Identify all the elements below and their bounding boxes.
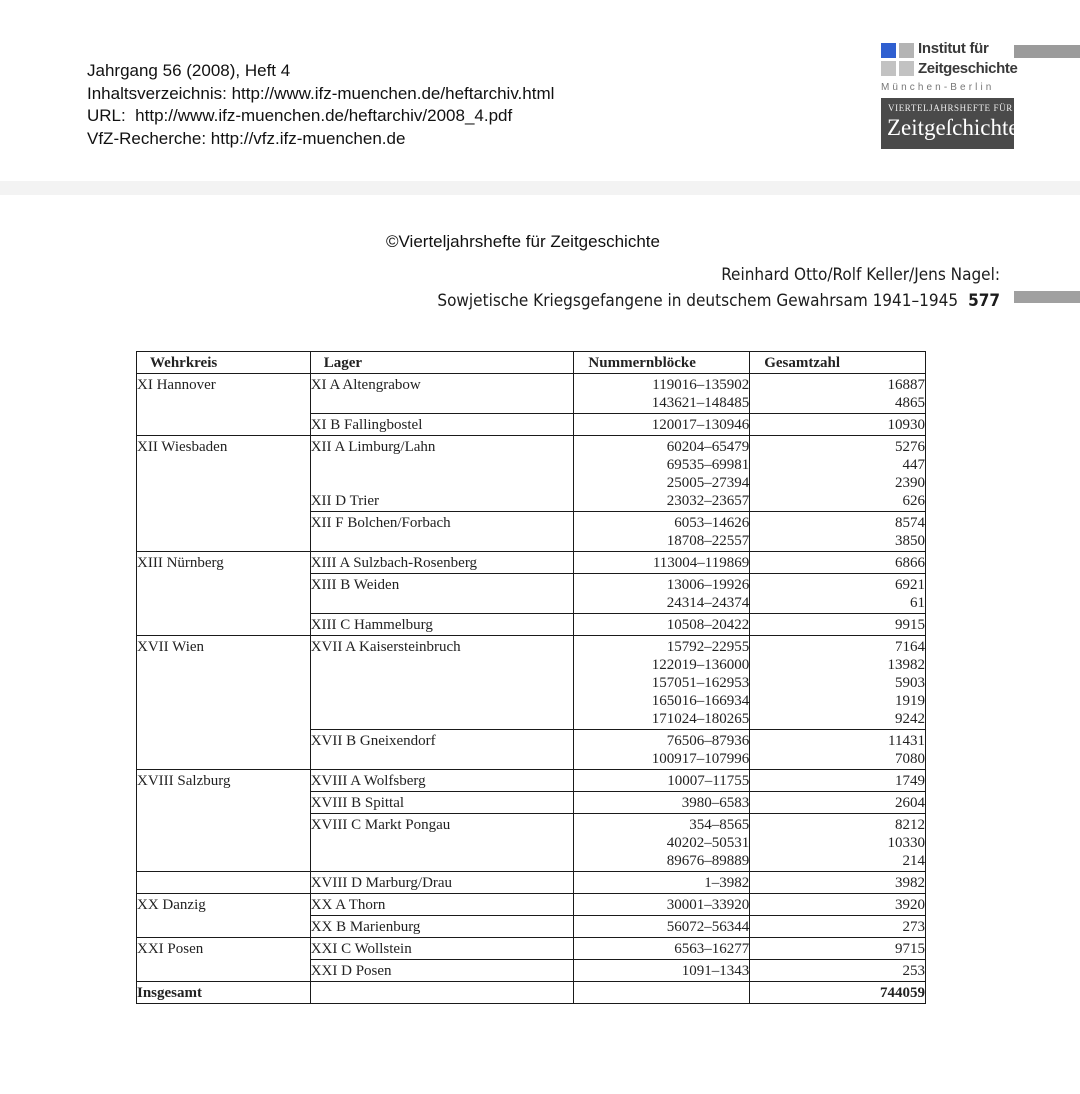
cell-nummernbloecke-line: 3980–6583 xyxy=(681,795,750,811)
cell-nummernbloecke xyxy=(574,814,750,872)
cell-lager-line xyxy=(311,852,574,870)
cell-gesamtzahl-line: 4865 xyxy=(895,395,925,411)
cell-lager-line xyxy=(311,750,574,768)
page-number: 577 xyxy=(968,291,1000,311)
cell-nummernbloecke-line: 120017–130946 xyxy=(651,417,750,433)
cell-nummernbloecke xyxy=(574,614,750,636)
cell-wehrkreis: XI Hannover xyxy=(137,374,311,436)
cell-nummernbloecke-line: 13006–19926 xyxy=(666,577,750,593)
cell-wehrkreis: XII Wiesbaden xyxy=(137,436,311,552)
cell-nummernbloecke-line: 113004–119869 xyxy=(652,555,750,571)
header-separator xyxy=(0,181,1080,195)
article-title: Sowjetische Kriegsgefangene in deutschem Gewahrsam 1941–1945 xyxy=(437,291,959,311)
total-empty-cell xyxy=(310,982,574,1004)
cell-lager xyxy=(310,938,574,960)
table-row xyxy=(137,770,926,792)
cell-lager xyxy=(310,730,574,770)
cell-lager xyxy=(310,814,574,872)
cell-nummernbloecke xyxy=(574,374,750,414)
copyright-notice: ©Vierteljahrshefte für Zeitgeschichte xyxy=(386,232,660,251)
meta-url-link[interactable]: URL: http://www.ifz-muenchen.de/heftarchiv/2008_4.pdf xyxy=(87,106,513,125)
cell-lager-line: XVIII B Spittal xyxy=(310,795,405,811)
article-authors: Reinhard Otto/Rolf Keller/Jens Nagel: xyxy=(721,265,1000,285)
cell-lager xyxy=(310,414,574,436)
cell-gesamtzahl-line: 2604 xyxy=(895,795,925,811)
cell-gesamtzahl-line: 8212 xyxy=(895,817,925,833)
cell-nummernbloecke xyxy=(574,436,750,512)
cell-lager-line: XII F Bolchen/Forbach xyxy=(310,515,451,531)
cell-gesamtzahl-line: 6866 xyxy=(895,555,925,571)
cell-gesamtzahl xyxy=(750,414,926,436)
cell-gesamtzahl-line: 10330 xyxy=(887,835,925,851)
cell-gesamtzahl-line: 3982 xyxy=(895,875,925,891)
cell-nummernbloecke xyxy=(574,960,750,982)
cell-nummernbloecke-line: 122019–136000 xyxy=(651,657,750,673)
cell-gesamtzahl-line: 9242 xyxy=(895,711,925,727)
table-row xyxy=(137,872,926,894)
cell-gesamtzahl-line: 447 xyxy=(902,457,925,473)
column-header-wehrkreis: Wehrkreis xyxy=(137,352,311,374)
logo-square-gray xyxy=(881,61,896,76)
column-header-gesamtzahl: Gesamtzahl xyxy=(750,352,926,374)
cell-lager-line: XVIII C Markt Pongau xyxy=(310,817,451,833)
cell-gesamtzahl-line: 61 xyxy=(910,595,925,611)
cell-lager xyxy=(310,960,574,982)
document-metadata xyxy=(87,60,554,150)
logo-city: München-Berlin xyxy=(881,82,995,93)
cell-gesamtzahl-line: 8574 xyxy=(895,515,925,531)
meta-volume: Jahrgang 56 (2008), Heft 4 xyxy=(87,61,291,80)
cell-gesamtzahl xyxy=(750,436,926,512)
cell-lager xyxy=(310,574,574,614)
cell-nummernbloecke-line: 1–3982 xyxy=(704,875,750,891)
cell-gesamtzahl-line: 214 xyxy=(902,853,925,869)
article-title-line xyxy=(437,288,1000,314)
cell-nummernbloecke-line: 18708–22557 xyxy=(666,533,750,549)
cell-nummernbloecke-line: 6563–16277 xyxy=(674,941,750,957)
cell-gesamtzahl-line: 13982 xyxy=(887,657,925,673)
cell-nummernbloecke-line: 6053–14626 xyxy=(674,515,750,531)
meta-search-link[interactable]: VfZ-Recherche: http://vfz.ifz-muenchen.de xyxy=(87,128,406,148)
logo-square-blue xyxy=(881,43,896,58)
meta-toc-link[interactable]: Inhaltsverzeichnis: http://www.ifz-muenchen.de/heftarchiv.html xyxy=(87,83,555,103)
page-marker-bar xyxy=(1014,291,1080,303)
cell-lager-line: XX A Thorn xyxy=(310,897,386,913)
logo-gray-bar xyxy=(1014,45,1080,58)
journal-logo-small: VIERTELJAHRSHEFTE FÜR xyxy=(888,103,1013,113)
table-total-row xyxy=(137,982,926,1004)
cell-gesamtzahl xyxy=(750,916,926,938)
cell-nummernbloecke xyxy=(574,872,750,894)
total-value: 744059 xyxy=(750,982,926,1004)
cell-nummernbloecke-line: 171024–180265 xyxy=(651,711,750,727)
cell-wehrkreis: XVIII Salzburg xyxy=(137,770,311,872)
cell-gesamtzahl-line: 2390 xyxy=(895,475,925,491)
cell-gesamtzahl xyxy=(750,374,926,414)
cell-nummernbloecke xyxy=(574,414,750,436)
cell-gesamtzahl-line: 9715 xyxy=(895,941,925,957)
cell-gesamtzahl xyxy=(750,636,926,730)
cell-nummernbloecke-line: 76506–87936 xyxy=(666,733,750,749)
cell-lager-line xyxy=(311,710,574,728)
cell-nummernbloecke-line: 23032–23657 xyxy=(666,493,750,509)
cell-nummernbloecke-line: 25005–27394 xyxy=(666,475,750,491)
cell-gesamtzahl xyxy=(750,938,926,960)
cell-lager-line: XVIII A Wolfsberg xyxy=(310,773,426,789)
cell-gesamtzahl xyxy=(750,894,926,916)
cell-gesamtzahl xyxy=(750,512,926,552)
journal-logo-title: Zeitgeſchichte xyxy=(887,115,1019,140)
table-row xyxy=(137,436,926,512)
table-row xyxy=(137,938,926,960)
logo-institute-line2: Zeitgeschichte xyxy=(918,60,1018,77)
cell-nummernbloecke-line: 30001–33920 xyxy=(666,897,750,913)
cell-lager-line: XX B Marienburg xyxy=(310,919,421,935)
cell-lager xyxy=(310,792,574,814)
cell-lager-line: XII A Limburg/Lahn xyxy=(310,439,436,455)
cell-lager-line: XIII B Weiden xyxy=(310,577,400,593)
cell-gesamtzahl xyxy=(750,814,926,872)
cell-lager-line: XI B Fallingbostel xyxy=(310,417,423,433)
cell-lager-line xyxy=(311,594,574,612)
cell-lager xyxy=(310,552,574,574)
cell-lager-line xyxy=(311,674,574,692)
total-label: Insgesamt xyxy=(137,982,311,1004)
cell-gesamtzahl-line: 5276 xyxy=(895,439,925,455)
cell-lager-line: XVII B Gneixendorf xyxy=(310,733,436,749)
column-header-nummernbloecke: Nummernblöcke xyxy=(574,352,750,374)
cell-nummernbloecke xyxy=(574,938,750,960)
cell-wehrkreis: XVII Wien xyxy=(137,636,311,770)
cell-lager xyxy=(310,636,574,730)
cell-nummernbloecke-line: 40202–50531 xyxy=(666,835,750,851)
cell-gesamtzahl xyxy=(750,614,926,636)
cell-gesamtzahl-line: 253 xyxy=(902,963,925,979)
cell-lager-line: XII D Trier xyxy=(310,493,380,509)
total-empty-cell xyxy=(574,982,750,1004)
cell-nummernbloecke-line: 56072–56344 xyxy=(666,919,750,935)
ifz-logo xyxy=(881,42,1080,152)
cell-gesamtzahl xyxy=(750,552,926,574)
table-row xyxy=(137,552,926,574)
cell-nummernbloecke xyxy=(574,916,750,938)
cell-nummernbloecke-line: 1091–1343 xyxy=(681,963,750,979)
table-row xyxy=(137,636,926,730)
cell-lager-line xyxy=(311,692,574,710)
cell-lager xyxy=(310,374,574,414)
column-header-lager: Lager xyxy=(310,352,574,374)
running-header xyxy=(437,262,1000,314)
cell-lager-line xyxy=(311,394,574,412)
cell-gesamtzahl-line: 16887 xyxy=(887,377,925,393)
cell-lager-line: XI A Altengrabow xyxy=(310,377,421,393)
cell-gesamtzahl-line: 9915 xyxy=(895,617,925,633)
journal-logo xyxy=(881,98,1019,149)
cell-gesamtzahl xyxy=(750,872,926,894)
cell-lager-line: XIII C Hammelburg xyxy=(310,617,433,633)
cell-nummernbloecke-line: 100917–107996 xyxy=(651,751,750,767)
cell-lager-line xyxy=(311,656,574,674)
cell-nummernbloecke xyxy=(574,574,750,614)
cell-gesamtzahl-line: 11431 xyxy=(888,733,925,749)
cell-nummernbloecke xyxy=(574,792,750,814)
cell-wehrkreis: XIII Nürnberg xyxy=(137,552,311,636)
cell-lager xyxy=(310,872,574,894)
cell-gesamtzahl xyxy=(750,792,926,814)
cell-lager xyxy=(310,512,574,552)
cell-wehrkreis: XXI Posen xyxy=(137,938,311,982)
cell-nummernbloecke-line: 157051–162953 xyxy=(651,675,750,691)
cell-nummernbloecke xyxy=(574,894,750,916)
table-row xyxy=(137,374,926,414)
cell-gesamtzahl xyxy=(750,960,926,982)
cell-gesamtzahl-line: 3850 xyxy=(895,533,925,549)
cell-nummernbloecke xyxy=(574,552,750,574)
cell-lager-line: XXI C Wollstein xyxy=(310,941,412,957)
cell-gesamtzahl xyxy=(750,730,926,770)
table-header-row xyxy=(137,352,926,374)
cell-gesamtzahl-line: 3920 xyxy=(895,897,925,913)
cell-lager-line: XXI D Posen xyxy=(310,963,392,979)
cell-lager-line xyxy=(311,474,574,492)
cell-lager-line: XVII A Kaisersteinbruch xyxy=(310,639,461,655)
cell-lager xyxy=(310,894,574,916)
cell-lager-line: XIII A Sulzbach-Rosenberg xyxy=(310,555,478,571)
cell-nummernbloecke-line: 143621–148485 xyxy=(651,395,750,411)
cell-gesamtzahl-line: 7080 xyxy=(895,751,925,767)
cell-gesamtzahl xyxy=(750,770,926,792)
cell-nummernbloecke-line: 60204–65479 xyxy=(666,439,750,455)
cell-nummernbloecke-line: 24314–24374 xyxy=(666,595,750,611)
logo-institute-line1: Institut für xyxy=(918,40,989,57)
cell-nummernbloecke-line: 119016–135902 xyxy=(652,377,750,393)
cell-gesamtzahl-line: 626 xyxy=(902,493,925,509)
cell-gesamtzahl-line: 1749 xyxy=(895,773,925,789)
logo-square-gray xyxy=(899,61,914,76)
cell-nummernbloecke-line: 10508–20422 xyxy=(666,617,750,633)
cell-gesamtzahl xyxy=(750,574,926,614)
prisoner-camp-table xyxy=(136,351,926,1004)
cell-nummernbloecke-line: 69535–69981 xyxy=(666,457,750,473)
cell-nummernbloecke-line: 354–8565 xyxy=(689,817,750,833)
cell-nummernbloecke xyxy=(574,636,750,730)
cell-nummernbloecke xyxy=(574,770,750,792)
cell-lager xyxy=(310,770,574,792)
cell-gesamtzahl-line: 1919 xyxy=(895,693,925,709)
cell-nummernbloecke-line: 15792–22955 xyxy=(666,639,750,655)
cell-nummernbloecke-line: 89676–89889 xyxy=(666,853,750,869)
cell-wehrkreis-empty xyxy=(137,872,311,894)
cell-gesamtzahl-line: 10930 xyxy=(887,417,925,433)
cell-nummernbloecke-line: 10007–11755 xyxy=(667,773,750,789)
logo-square-gray xyxy=(899,43,914,58)
cell-lager xyxy=(310,916,574,938)
cell-gesamtzahl-line: 5903 xyxy=(895,675,925,691)
cell-lager-line xyxy=(311,532,574,550)
cell-lager-line xyxy=(311,834,574,852)
cell-lager xyxy=(310,614,574,636)
table-row xyxy=(137,894,926,916)
cell-nummernbloecke xyxy=(574,730,750,770)
cell-lager xyxy=(310,436,574,512)
cell-gesamtzahl-line: 273 xyxy=(902,919,925,935)
cell-gesamtzahl-line: 6921 xyxy=(895,577,925,593)
cell-wehrkreis: XX Danzig xyxy=(137,894,311,938)
cell-lager-line: XVIII D Marburg/Drau xyxy=(310,875,453,891)
cell-nummernbloecke xyxy=(574,512,750,552)
cell-nummernbloecke-line: 165016–166934 xyxy=(651,693,750,709)
cell-gesamtzahl-line: 7164 xyxy=(895,639,925,655)
cell-lager-line xyxy=(311,456,574,474)
